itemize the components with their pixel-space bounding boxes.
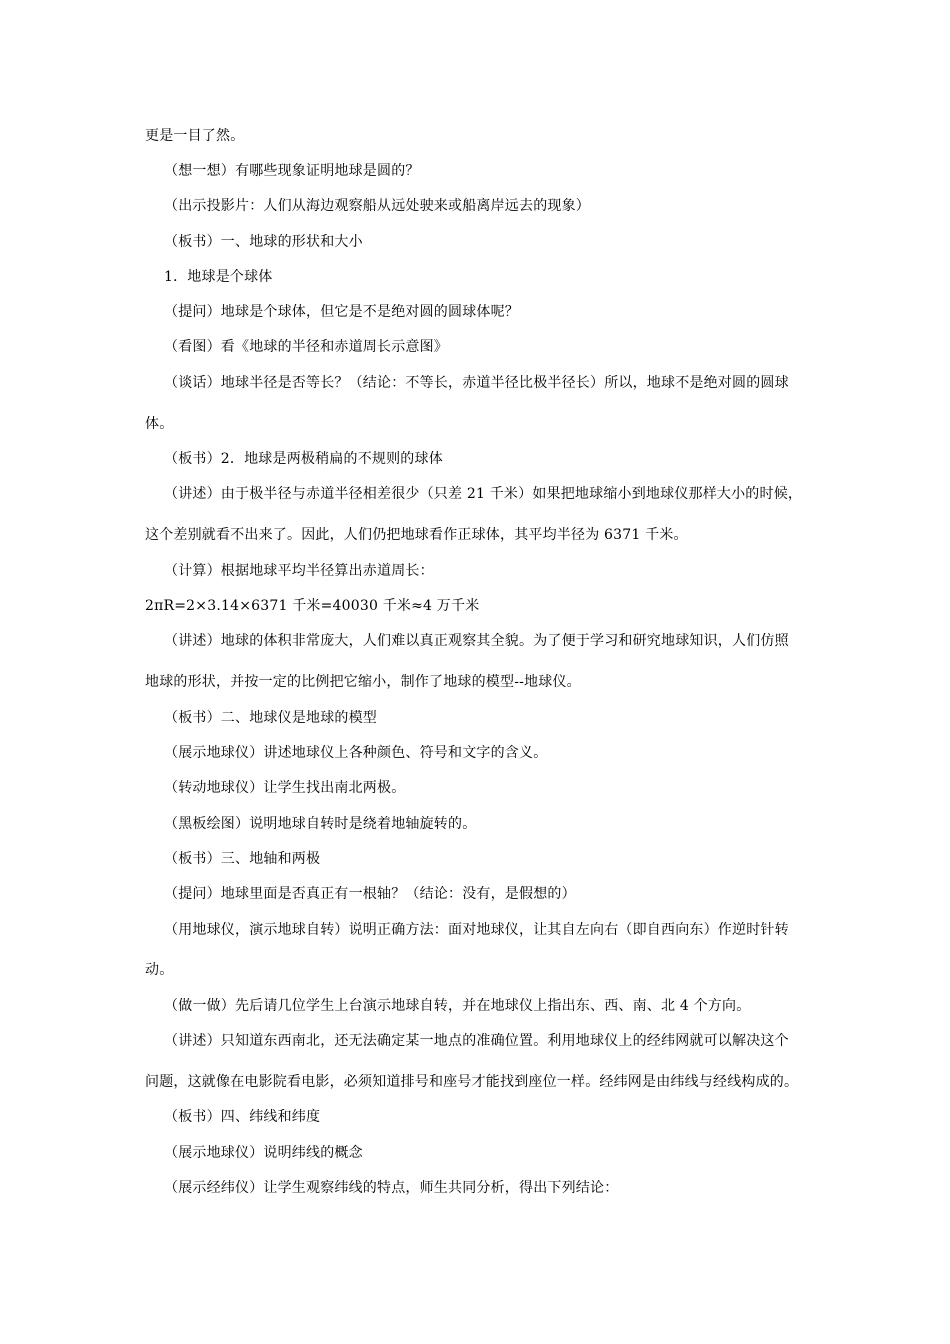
text-line: （展示地球仪）说明纬线的概念 <box>164 1145 363 1161</box>
text-line: （用地球仪，演示地球自转）说明正确方法：面对地球仪，让其自左向右（即自西向东）作逆时针转 <box>164 922 789 938</box>
text-line: 1．地球是个球体 <box>164 269 273 285</box>
text-line: （板书）二、地球仪是地球的模型 <box>164 710 377 726</box>
text-line: （提问）地球是个球体，但它是不是绝对圆的圆球体呢？ <box>164 304 519 320</box>
text-line: （提问）地球里面是否真正有一根轴？（结论：没有，是假想的） <box>164 886 576 902</box>
text-line: （想一想）有哪些现象证明地球是圆的？ <box>164 163 420 179</box>
text-line: （展示地球仪）讲述地球仪上各种颜色、符号和文字的含义。 <box>164 745 548 761</box>
text-line: （谈话）地球半径是否等长？（结论：不等长，赤道半径比极半径长）所以，地球不是绝对圆的圆球 <box>164 375 789 391</box>
text-line: （看图）看《地球的半径和赤道周长示意图》 <box>164 339 448 355</box>
text-line: 体。 <box>145 416 174 432</box>
text-line: （展示经纬仪）让学生观察纬线的特点，师生共同分析，得出下列结论： <box>164 1180 619 1196</box>
text-line: 动。 <box>145 962 174 978</box>
text-line: （转动地球仪）让学生找出南北两极。 <box>164 780 406 796</box>
text-line: （板书）一、地球的形状和大小 <box>164 234 363 250</box>
text-line: （板书）三、地轴和两极 <box>164 851 321 867</box>
text-line: 更是一目了然。 <box>145 128 245 144</box>
text-line: （讲述）只知道东西南北，还无法确定某一地点的准确位置。利用地球仪上的经纬网就可以解决这个 <box>164 1033 789 1049</box>
text-line: 地球的形状，并按一定的比例把它缩小，制作了地球的模型--地球仪。 <box>145 674 581 690</box>
text-line: （计算）根据地球平均半径算出赤道周长： <box>164 563 434 579</box>
text-line: （板书）2．地球是两极稍扁的不规则的球体 <box>164 451 443 467</box>
text-line: （讲述）由于极半径与赤道半径相差很少（只差 21 千米）如果把地球缩小到地球仪那样大小的时候， <box>164 486 803 502</box>
text-line: 问题，这就像在电影院看电影，必须知道排号和座号才能找到座位一样。经纬网是由纬线与经线构成的。 <box>145 1074 799 1090</box>
text-line: （讲述）地球的体积非常庞大，人们难以真正观察其全貌。为了便于学习和研究地球知识，人们仿照 <box>164 633 789 649</box>
text-line: （黑板绘图）说明地球自转时是绕着地轴旋转的。 <box>164 816 477 832</box>
text-line: 这个差别就看不出来了。因此，人们仍把地球看作正球体，其平均半径为 6371 千米。 <box>145 527 688 543</box>
formula-line: 2πR=2×3.14×6371 千米=40030 千米≈4 万千米 <box>145 598 480 614</box>
text-line: （板书）四、纬线和纬度 <box>164 1109 321 1125</box>
text-line: （出示投影片：人们从海边观察船从远处驶来或船离岸远去的现象） <box>164 198 590 214</box>
text-line: （做一做）先后请几位学生上台演示地球自转，并在地球仪上指出东、西、南、北 4 个方向。 <box>164 998 751 1014</box>
